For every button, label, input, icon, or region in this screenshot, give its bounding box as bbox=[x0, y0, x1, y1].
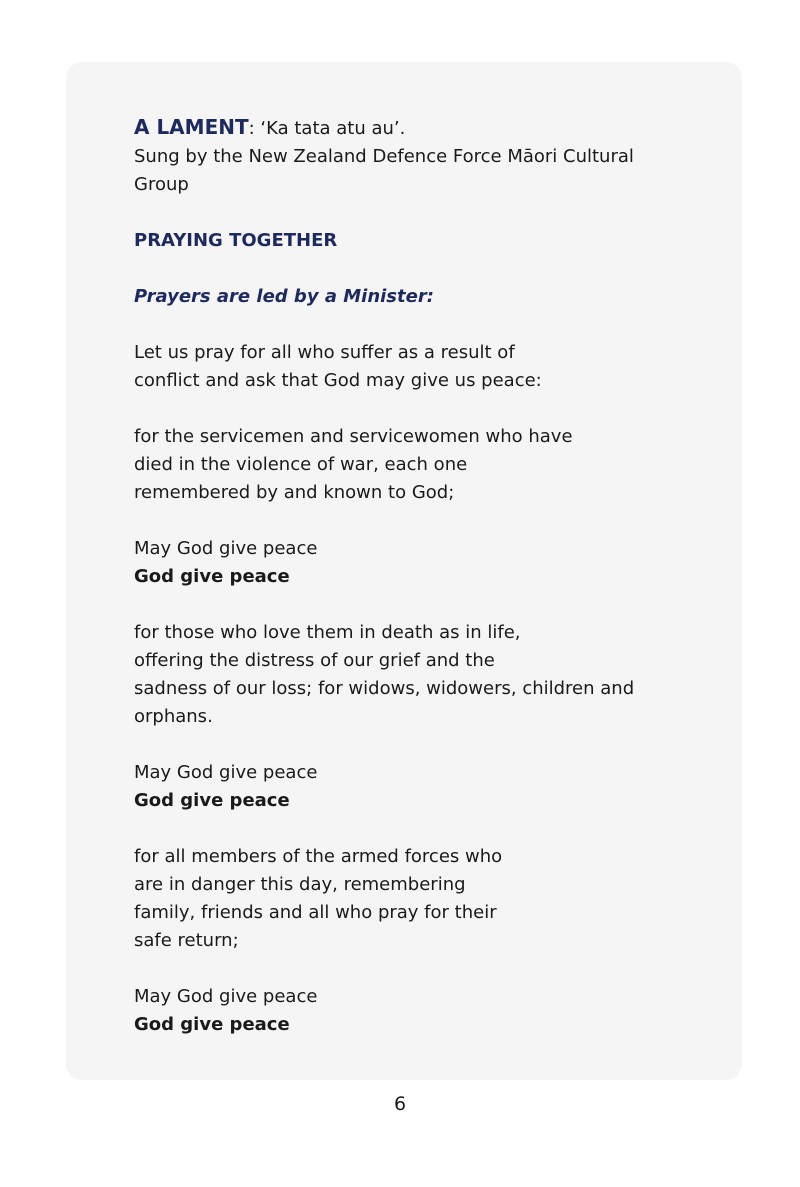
response-call: May God give peace bbox=[134, 986, 318, 1007]
lament-colon: : bbox=[248, 118, 255, 139]
page-number: 6 bbox=[393, 1093, 407, 1115]
lament-performer-line: Sung by the New Zealand Defence Force Māori Cultural bbox=[134, 146, 634, 167]
stanza-line: for the servicemen and servicewomen who have bbox=[134, 426, 573, 447]
stanza-line: family, friends and all who pray for their bbox=[134, 902, 497, 923]
lament-title: A LAMENT bbox=[134, 115, 249, 139]
intro-line: Let us pray for all who suffer as a result of bbox=[134, 342, 515, 363]
order-of-service-content bbox=[134, 113, 724, 1039]
lament-song-title: ‘Ka tata atu au’. bbox=[254, 118, 406, 139]
minister-instruction: Prayers are led by a Minister: bbox=[134, 286, 434, 307]
response-reply: God give peace bbox=[134, 1014, 290, 1035]
response-call: May God give peace bbox=[134, 538, 318, 559]
stanza-line: orphans. bbox=[134, 706, 213, 727]
response-reply: God give peace bbox=[134, 566, 290, 587]
stanza-line: remembered by and known to God; bbox=[134, 482, 455, 503]
stanza-line: sadness of our loss; for widows, widowers, children and bbox=[134, 678, 635, 699]
intro-line: conflict and ask that God may give us peace: bbox=[134, 370, 542, 391]
stanza-line: died in the violence of war, each one bbox=[134, 454, 468, 475]
response-reply: God give peace bbox=[134, 790, 290, 811]
response-call: May God give peace bbox=[134, 762, 318, 783]
lament-performer-line: Group bbox=[134, 174, 189, 195]
stanza-line: offering the distress of our grief and the bbox=[134, 650, 495, 671]
praying-together-heading: PRAYING TOGETHER bbox=[134, 230, 338, 251]
stanza-line: for all members of the armed forces who bbox=[134, 846, 503, 867]
stanza-line: safe return; bbox=[134, 930, 239, 951]
stanza-line: for those who love them in death as in life, bbox=[134, 622, 521, 643]
lament-heading bbox=[134, 113, 724, 143]
stanza-line: are in danger this day, remembering bbox=[134, 874, 466, 895]
